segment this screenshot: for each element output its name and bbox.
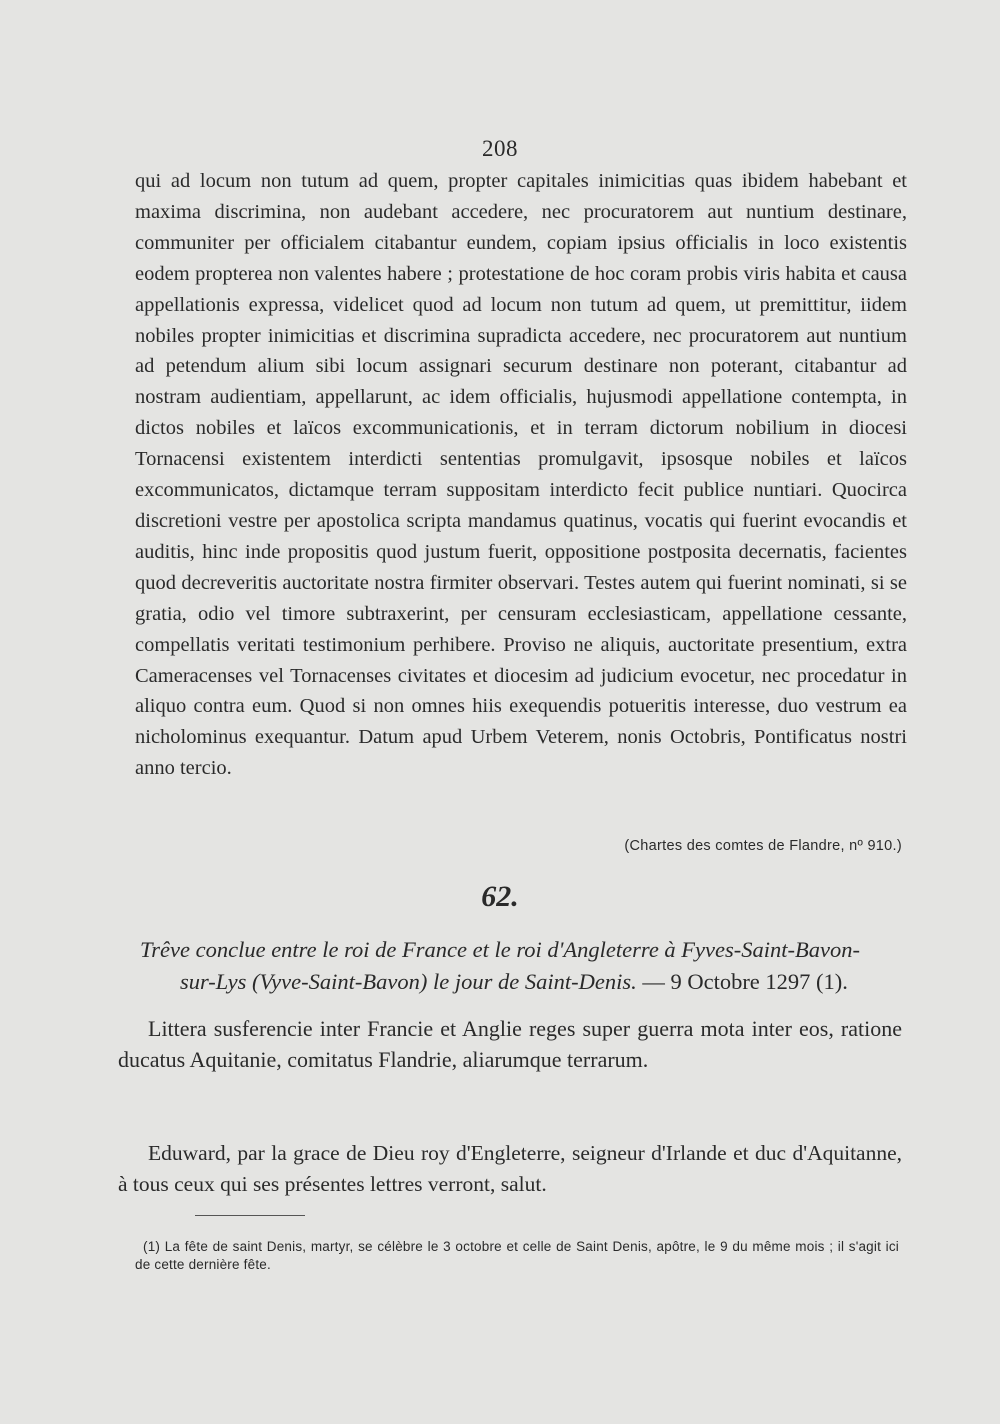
document-number: 62. [481, 880, 519, 913]
source-citation: (Chartes des comtes de Flandre, nº 910.) [624, 838, 902, 854]
heading-title-line2: sur-Lys (Vyve-Saint-Bavon) le jour de Saint-Denis. [180, 969, 637, 994]
heading-date: — 9 Octobre 1297 (1). [636, 969, 848, 994]
document-heading [140, 934, 902, 998]
document-summary: Littera susferencie inter Francie et Anglie reges super guerra mota inter eos, ratione ducatus Aquitanie, comitatus Flandrie, aliarumque terrarum. [118, 1016, 902, 1072]
page-number: 208 [482, 136, 518, 161]
footnote-divider [195, 1215, 305, 1216]
body-paragraph: qui ad locum non tutum ad quem, propter capitales inimicitias quas ibidem habebant et maxima discrimina, non audebant accedere, nec procuratorem aut nuntium destinare, communiter per officialem citabantur eundem, copiam ipsius officialis in loco existentis eodem propterea non valentes habere ; protestatione de hoc coram probis viris habita et causa appellationis expressa, videlicet quod ad locum non tutum ad quem, ut premittitur, iidem nobiles propter inimicitias et discrimina supradicta accedere, nec procuratorem aut nuntium ad petendum alium sibi locum assignari securum destinare non poterant, citabantur ad nostram audientiam, appellarunt, ac idem officialis, hujusmodi appellatione contempta, in dictos nobiles et laïcos excommunicationis, et in terram dictorum nobilium in diocesi Tornacensi existentem interdicti sententias promulgavit, ipsosque nobiles et laïcos excommunicatos, dictamque terram suppositam interdicto fecit publice nuntiari. Quocirca discretioni vestre per apostolica scripta mandamus quatinus, vocatis qui fuerint evocandis et auditis, hinc inde propositis quod justum fuerit, oppositione postposita decernatis, facientes quod decreveritis auctoritate nostra firmiter observari. Testes autem qui fuerint nominati, si se gratia, odio vel timore subtraxerint, per censuram ecclesiasticam, appellatione cessante, compellatis veritati testimonium perhibere. Proviso ne aliquis, auctoritate presentium, extra Cameracenses vel Tornacenses civitates et diocesim ad judicium evocetur, nec procedatur in aliquo contra eum. Quod si non omnes hiis exequendis potueritis interesse, duo vestrum ea nicholominus exequantur. Datum apud Urbem Veterem, nonis Octobris, Pontificatus nostri anno tercio. [135, 170, 907, 780]
heading-title-line1: Trêve conclue entre le roi de France et le roi d'Angleterre à Fyves-Saint-Bavon- [140, 937, 860, 962]
footnote [135, 1238, 899, 1274]
footnote-text: La fête de saint Denis, martyr, se célèbre le 3 octobre et celle de Saint Denis, apôtre, le 9 du même mois ; il s'agit ici de cette dernière fête. [135, 1239, 899, 1272]
heading-title-line2-wrap [140, 969, 848, 994]
document-opening: Eduward, par la grace de Dieu roy d'Engleterre, seigneur d'Irlande et duc d'Aquitanne, à tous ceux qui ses présentes lettres verront, salut. [118, 1141, 902, 1196]
footnote-marker: (1) [143, 1239, 161, 1254]
